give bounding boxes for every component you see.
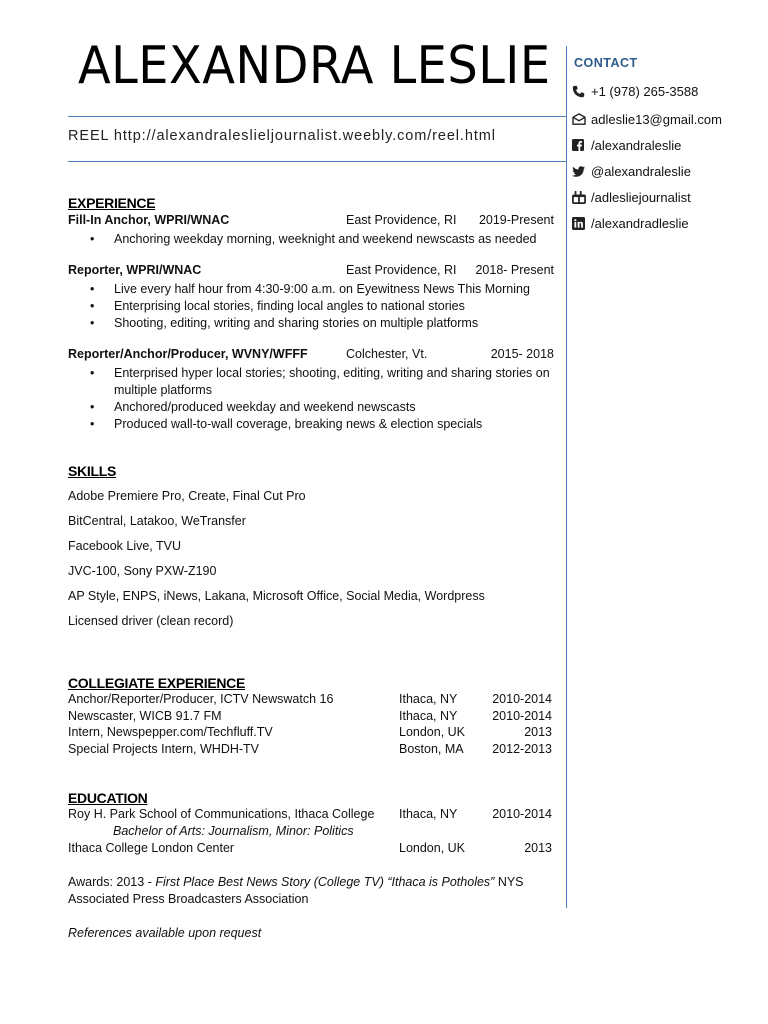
job-bullets bbox=[90, 281, 560, 332]
job-bullet: • Shooting, editing, writing and sharing stories on multiple platforms bbox=[90, 315, 560, 332]
contact-phone[interactable] bbox=[572, 84, 698, 99]
education-row bbox=[68, 807, 552, 824]
collegiate-row bbox=[68, 709, 552, 726]
education-school: Ithaca College London Center bbox=[68, 841, 235, 855]
collegiate-dates: 2013 bbox=[524, 725, 552, 739]
header-divider-bottom bbox=[68, 161, 566, 162]
job-dates: 2015- 2018 bbox=[490, 347, 554, 361]
twitter-icon bbox=[572, 165, 586, 178]
job-title: Reporter, WPRI/WNAC bbox=[68, 263, 202, 277]
collegiate-role: Special Projects Intern, WHDH-TV bbox=[68, 742, 260, 756]
collegiate-role: Intern, Newspepper.com/Techfluff.TV bbox=[68, 725, 273, 739]
references-note: References available upon request bbox=[68, 926, 262, 940]
collegiate-location: Ithaca, NY bbox=[399, 692, 458, 706]
skill-item: JVC-100, Sony PXW-Z190 bbox=[68, 564, 217, 578]
job-location: East Providence, RI bbox=[346, 263, 457, 277]
skill-item: BitCentral, Latakoo, WeTransfer bbox=[68, 514, 246, 528]
job-bullet: • Anchored/produced weekday and weekend newscasts bbox=[90, 399, 560, 416]
collegiate-row bbox=[68, 742, 552, 759]
job-entry bbox=[68, 263, 554, 280]
contact-heading: CONTACT bbox=[574, 56, 638, 70]
contact-linkedin-text: /alexandradleslie bbox=[591, 216, 689, 231]
job-bullet: • Enterprised hyper local stories; shooting, editing, writing and sharing stories on multiple platforms bbox=[90, 365, 560, 399]
job-bullet: • Enterprising local stories, finding local angles to national stories bbox=[90, 298, 560, 315]
reel-link[interactable]: REEL http://alexandraleslieljournalist.weebly.com/reel.html bbox=[68, 128, 496, 144]
job-dates: 2019-Present bbox=[478, 213, 554, 227]
skill-item: Adobe Premiere Pro, Create, Final Cut Pro bbox=[68, 489, 306, 503]
linkedin-icon bbox=[572, 217, 586, 230]
job-bullet: • Live every half hour from 4:30-9:00 a.m. on Eyewitness News This Morning bbox=[90, 281, 560, 298]
education-heading: EDUCATION bbox=[68, 790, 148, 806]
sidebar-divider bbox=[566, 46, 567, 908]
education-degree: Bachelor of Arts: Journalism, Minor: Politics bbox=[113, 824, 354, 838]
contact-email[interactable] bbox=[572, 112, 722, 127]
collegiate-role: Newscaster, WICB 91.7 FM bbox=[68, 709, 222, 723]
collegiate-role: Anchor/Reporter/Producer, ICTV Newswatch 16 bbox=[68, 692, 334, 706]
job-bullet: • Anchoring weekday morning, weeknight and weekend newscasts as needed bbox=[90, 231, 560, 248]
awards-prefix: Awards: 2013 - bbox=[68, 875, 156, 889]
resume-name: ALEXANDRA LESLIE bbox=[78, 36, 551, 96]
awards-suffix: NYS Associated Press Broadcasters Association bbox=[68, 875, 524, 906]
collegiate-dates: 2010-2014 bbox=[492, 709, 552, 723]
awards-title: First Place Best News Story (College TV) “Ithaca is Potholes” bbox=[155, 875, 495, 889]
job-entry bbox=[68, 213, 554, 230]
contact-facebook-text: /alexandraleslie bbox=[591, 138, 682, 153]
contact-phone-text: +1 (978) 265-3588 bbox=[591, 84, 699, 99]
contact-twitter[interactable] bbox=[572, 164, 691, 179]
education-location: London, UK bbox=[399, 841, 466, 855]
education-location: Ithaca, NY bbox=[399, 807, 458, 821]
job-bullets bbox=[90, 231, 560, 248]
education-school: Roy H. Park School of Communications, Ithaca College bbox=[68, 807, 375, 821]
education-degree-row bbox=[68, 824, 552, 841]
job-entry bbox=[68, 347, 554, 364]
education-dates: 2010-2014 bbox=[492, 807, 552, 821]
job-dates: 2018- Present bbox=[475, 263, 554, 277]
skill-item: AP Style, ENPS, iNews, Lakana, Microsoft Office, Social Media, Wordpress bbox=[68, 589, 485, 603]
education-row bbox=[68, 841, 552, 858]
education-dates: 2013 bbox=[524, 841, 552, 855]
phone-icon bbox=[572, 85, 586, 98]
job-location: East Providence, RI bbox=[346, 213, 457, 227]
collegiate-dates: 2012-2013 bbox=[492, 742, 552, 756]
awards-text bbox=[68, 874, 548, 908]
collegiate-location: London, UK bbox=[399, 725, 466, 739]
contact-youtube-text: /adlesliejournalist bbox=[591, 190, 691, 205]
collegiate-heading: COLLEGIATE EXPERIENCE bbox=[68, 675, 246, 691]
skill-item: Facebook Live, TVU bbox=[68, 539, 182, 553]
contact-linkedin[interactable] bbox=[572, 216, 689, 231]
collegiate-location: Ithaca, NY bbox=[399, 709, 458, 723]
envelope-icon bbox=[572, 113, 586, 126]
contact-email-text: adleslie13@gmail.com bbox=[591, 112, 722, 127]
youtube-icon bbox=[572, 191, 586, 204]
header-divider-top bbox=[68, 116, 566, 117]
skills-heading: SKILLS bbox=[68, 463, 116, 479]
facebook-icon bbox=[572, 139, 586, 152]
skill-item: Licensed driver (clean record) bbox=[68, 614, 234, 628]
contact-twitter-text: @alexandraleslie bbox=[591, 164, 691, 179]
job-title: Reporter/Anchor/Producer, WVNY/WFFF bbox=[68, 347, 308, 361]
collegiate-row bbox=[68, 692, 552, 709]
contact-youtube[interactable] bbox=[572, 190, 691, 205]
job-bullets bbox=[90, 365, 560, 433]
collegiate-location: Boston, MA bbox=[399, 742, 464, 756]
collegiate-dates: 2010-2014 bbox=[492, 692, 552, 706]
job-location: Colchester, Vt. bbox=[346, 347, 428, 361]
job-bullet: • Produced wall-to-wall coverage, breaking news & election specials bbox=[90, 416, 560, 433]
collegiate-row bbox=[68, 725, 552, 742]
experience-heading: EXPERIENCE bbox=[68, 195, 156, 211]
contact-facebook[interactable] bbox=[572, 138, 681, 153]
job-title: Fill-In Anchor, WPRI/WNAC bbox=[68, 213, 230, 227]
